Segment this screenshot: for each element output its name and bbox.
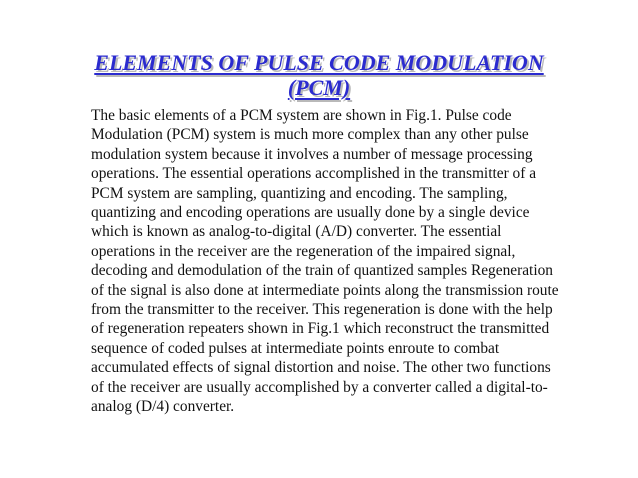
- body-line: which is known as analog-to-digital (A/D) converter. The essential: [91, 223, 502, 241]
- slide-title: [60, 50, 578, 100]
- body-paragraph: [91, 106, 591, 417]
- title-line-1: ELEMENTS OF PULSE CODE MODULATION: [94, 50, 544, 75]
- body-line: from the transmitter to the receiver. This regeneration is done with the help: [91, 301, 553, 319]
- body-line: operations in the receiver are the regeneration of the impaired signal,: [91, 242, 516, 260]
- body-line: operations. The essential operations accomplished in the transmitter of a: [91, 165, 537, 183]
- body-line: quantizing and encoding operations are usually done by a single device: [91, 204, 530, 222]
- body-line: of the signal is also done at intermediate points along the transmission route: [91, 281, 559, 299]
- body-line: The basic elements of a PCM system are shown in Fig.1. Pulse code: [91, 107, 512, 124]
- body-line: PCM system are sampling, quantizing and encoding. The sampling,: [91, 184, 508, 202]
- body-line: decoding and demodulation of the train of quantized samples Regeneration: [91, 262, 554, 280]
- body-line: analog (D/4) converter.: [91, 398, 235, 416]
- title-line-2: (PCM): [287, 75, 351, 100]
- body-line: modulation system because it involves a number of message processing: [91, 145, 533, 163]
- body-line: of regeneration repeaters shown in Fig.1 which reconstruct the transmitted: [91, 320, 550, 338]
- body-line: accumulated effects of signal distortion and noise. The other two functions: [91, 359, 551, 377]
- body-line: Modulation (PCM) system is much more complex than any other pulse: [91, 126, 529, 144]
- body-line: of the receiver are usually accomplished by a converter called a digital-to-: [91, 378, 548, 396]
- body-line: sequence of coded pulses at intermediate points enroute to combat: [91, 339, 500, 357]
